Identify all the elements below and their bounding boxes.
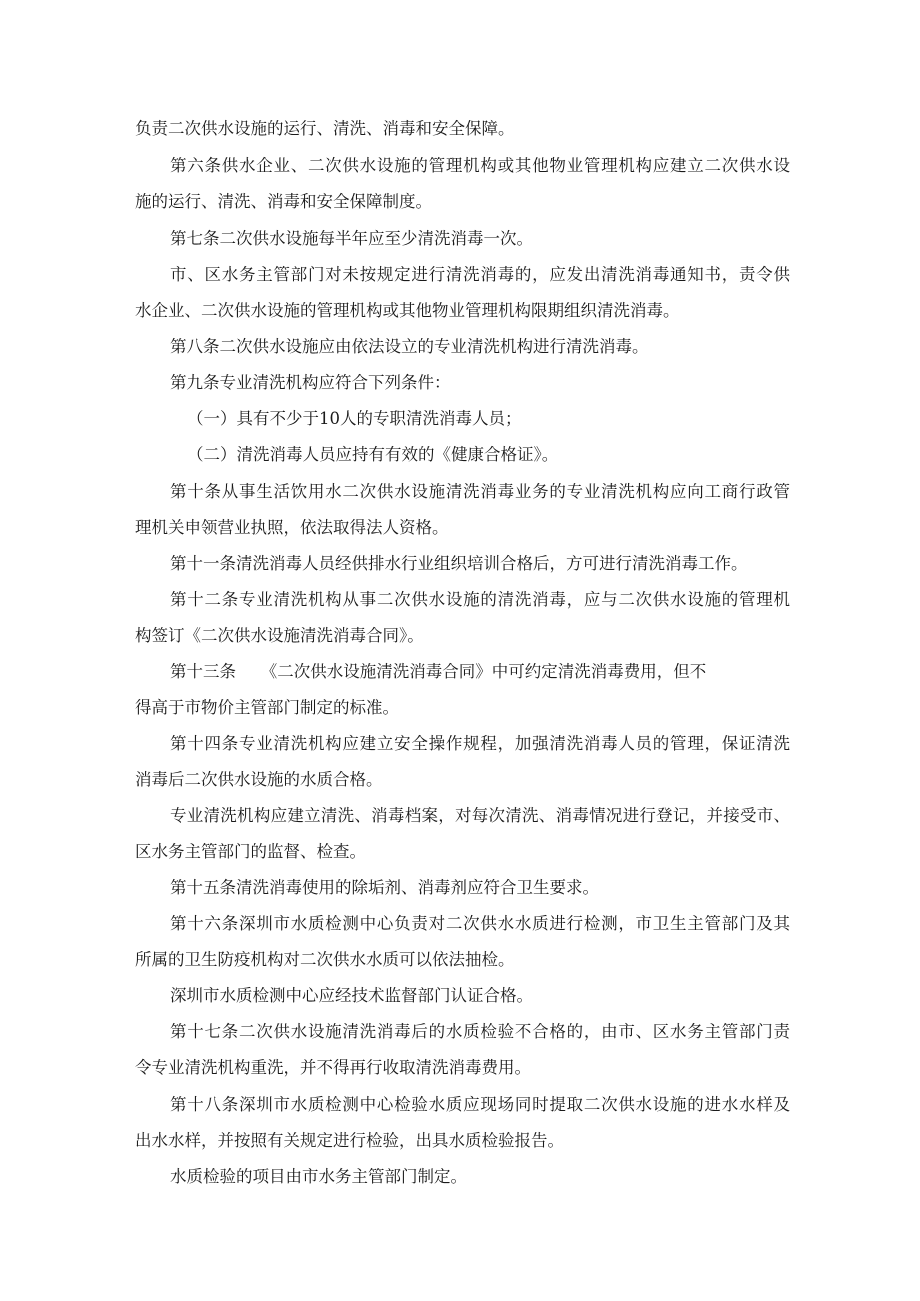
text-line: 第十四条专业清洗机构应建立安全操作规程，加强清洗消毒人员的管理，保证清洗: [170, 734, 790, 753]
text-line: 水质检验的项目由市水务主管部门制定。: [170, 1167, 467, 1186]
text-line: 深圳市水质检测中心应经技术监督部门认证合格。: [170, 986, 533, 1005]
text-line: 第八条二次供水设施应由依法设立的专业清洗机构进行清洗消毒。: [170, 337, 649, 356]
text-line: 市、区水务主管部门对未按规定进行清洗消毒的，应发出清洗消毒通知书，责令供: [170, 265, 790, 284]
text-line: 令专业清洗机构重洗，并不得再行收取清洗消毒费用。: [135, 1058, 531, 1077]
text-line: （一）具有不少于10人的专职清洗消毒人员；: [187, 409, 522, 428]
text-line: 施的运行、清洗、消毒和安全保障制度。: [135, 192, 432, 211]
text-line: 理机关申领营业执照，依法取得法人资格。: [135, 518, 449, 537]
text-line: 所属的卫生防疫机构对二次供水水质可以依法抽检。: [135, 950, 515, 969]
text-line: 区水务主管部门的监督、检查。: [135, 842, 366, 861]
text-line: 构签订《二次供水设施清洗消毒合同》。: [135, 626, 424, 645]
text-line: 第十三条 《二次供水设施清洗消毒合同》中可约定清洗消毒费用，但不: [170, 662, 707, 681]
text-line: 第十一条清洗消毒人员经供排水行业组织培训合格后，方可进行清洗消毒工作。: [170, 554, 748, 573]
text-line: 负责二次供水设施的运行、清洗、消毒和安全保障。: [135, 119, 515, 138]
text-line: 第十七条二次供水设施清洗消毒后的水质检验不合格的，由市、区水务主管部门责: [170, 1022, 790, 1041]
text-line: （二）清洗消毒人员应持有有效的《健康合格证》。: [187, 445, 559, 464]
text-line: 得高于市物价主管部门制定的标准。: [135, 698, 399, 717]
text-line: 第十八条深圳市水质检测中心检验水质应现场同时提取二次供水设施的进水水样及: [170, 1095, 790, 1114]
text-line: 消毒后二次供水设施的水质合格。: [135, 770, 383, 789]
text-line: 第十条从事生活饮用水二次供水设施清洗消毒业务的专业清洗机构应向工商行政管: [170, 482, 790, 501]
text-line: 第九条专业清洗机构应符合下列条件：: [170, 373, 451, 392]
text-line: 第十二条专业清洗机构从事二次供水设施的清洗消毒，应与二次供水设施的管理机: [170, 590, 790, 609]
text-line: 第十六条深圳市水质检测中心负责对二次供水水质进行检测，市卫生主管部门及其: [170, 914, 790, 933]
text-line: 第七条二次供水设施每半年应至少清洗消毒一次。: [170, 229, 533, 248]
text-line: 第六条供水企业、二次供水设施的管理机构或其他物业管理机构应建立二次供水设: [170, 156, 790, 175]
text-line: 出水水样，并按照有关规定进行检验，出具水质检验报告。: [135, 1131, 564, 1150]
text-line: 水企业、二次供水设施的管理机构或其他物业管理机构限期组织清洗消毒。: [135, 301, 680, 320]
text-line: 第十五条清洗消毒使用的除垢剂、消毒剂应符合卫生要求。: [170, 878, 599, 897]
text-line: 专业清洗机构应建立清洗、消毒档案，对每次清洗、消毒情况进行登记，并接受市、: [170, 806, 790, 825]
